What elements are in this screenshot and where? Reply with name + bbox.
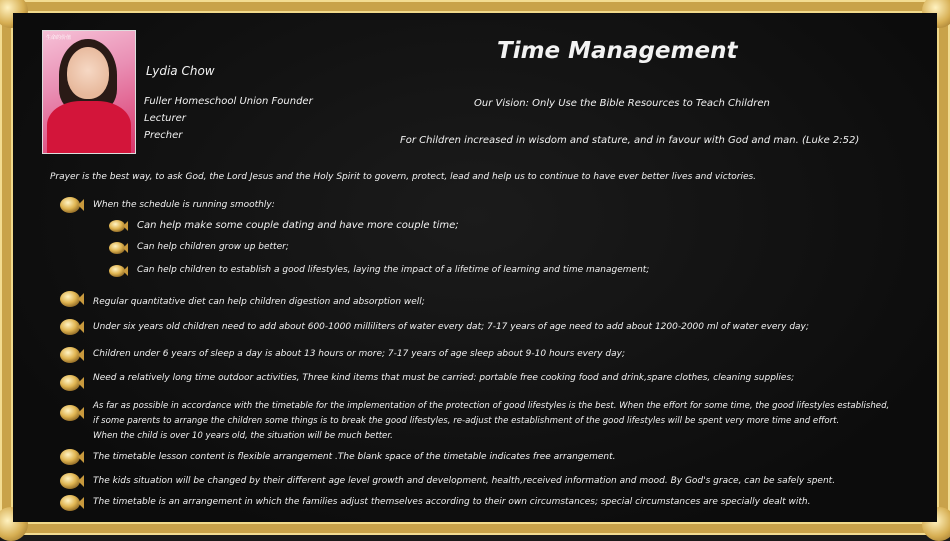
gold-fish-bullet-icon [58, 289, 84, 309]
point-text: Need a relatively long time outdoor activities, Three kind items that must be carried: portable free cooking food and drink,spare clothes, cleaning supplies; [93, 373, 794, 383]
photo-caption: 生命的价值 [46, 34, 71, 41]
profile-role: Fuller Homeschool Union Founder [144, 96, 313, 107]
point-text: The timetable lesson content is flexible arrangement .The blank space of the timetable indicates free arrangement. [93, 452, 615, 462]
point-text: The kids situation will be changed by their different age level growth and development, health,received information and mood. By God's grace, can be safely spent. [93, 476, 835, 486]
gold-fish-bullet-icon [108, 218, 128, 234]
point-text: if some parents to arrange the children some things is to break the good lifestyles, re-adjust the establishment of the good lifestyles will be spent very more time and effort. [93, 416, 839, 426]
gold-fish-bullet-icon [58, 195, 84, 215]
gold-fish-bullet-icon [58, 447, 84, 467]
profile-role: Precher [144, 130, 182, 141]
vision-statement: Our Vision: Only Use the Bible Resources to Teach Children [474, 98, 770, 109]
point-text: When the child is over 10 years old, the situation will be much better. [93, 431, 393, 441]
intro-text: Prayer is the best way, to ask God, the Lord Jesus and the Holy Spirit to govern, protect, lead and help us to continue to have ever better lives and victories. [50, 172, 756, 182]
point-text: Children under 6 years of sleep a day is about 13 hours or more; 7-17 years of age sleep about 9-10 hours every day; [93, 349, 625, 359]
schedule-heading: When the schedule is running smoothly: [93, 200, 275, 210]
schedule-item: Can help children to establish a good lifestyles, laying the impact of a lifetime of learning and time management; [137, 265, 649, 275]
schedule-item: Can help children grow up better; [137, 242, 289, 252]
gold-fish-bullet-icon [108, 263, 128, 279]
point-text: Regular quantitative diet can help children digestion and absorption well; [93, 297, 425, 307]
gold-fish-bullet-icon [58, 403, 84, 423]
profile-role: Lecturer [144, 113, 186, 124]
point-text: As far as possible in accordance with the timetable for the implementation of the protection of good lifestyles is the best. When the effort for some time, the good lifestyles established, [93, 401, 889, 411]
profile-photo [42, 30, 136, 154]
gold-fish-bullet-icon [58, 317, 84, 337]
gold-fish-bullet-icon [58, 493, 84, 513]
point-text: The timetable is an arrangement in which the families adjust themselves according to their own circumstances; special circumstances are specially dealt with. [93, 497, 810, 507]
bible-verse: For Children increased in wisdom and stature, and in favour with God and man. (Luke 2:52) [400, 135, 859, 146]
gold-fish-bullet-icon [58, 345, 84, 365]
profile-name: Lydia Chow [146, 64, 215, 78]
point-text: Under six years old children need to add about 600-1000 milliliters of water every dat; 7-17 years of age need to add about 1200-2000 ml of water every day; [93, 322, 809, 332]
gold-fish-bullet-icon [58, 373, 84, 393]
schedule-item: Can help make some couple dating and have more couple time; [137, 220, 459, 231]
page-title: Time Management [497, 38, 737, 64]
gold-fish-bullet-icon [108, 240, 128, 256]
gold-fish-bullet-icon [58, 471, 84, 491]
